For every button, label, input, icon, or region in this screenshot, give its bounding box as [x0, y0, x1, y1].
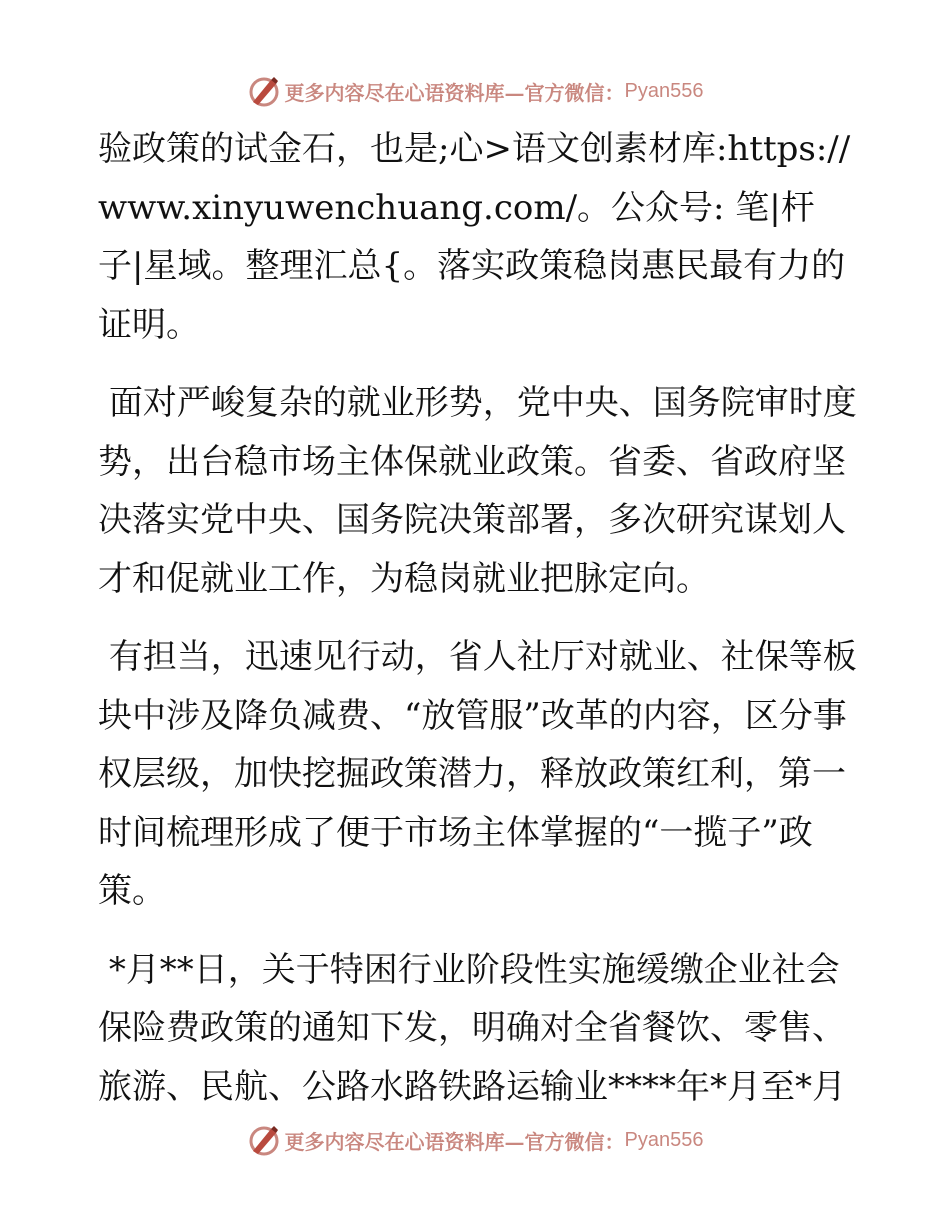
pen-circle-logo-icon — [247, 1123, 281, 1157]
paragraph: 有担当，迅速见行动，省人社厅对就业、社保等板块中涉及降负减费、“放管服”改革的内容，区分事权层级，加快挖掘政策潜力，释放政策红利，第一时间梳理形成了便于市场主体掌握的“一揽子”政策。 — [98, 637, 857, 911]
paragraph: *月**日，关于特困行业阶段性实施缓缴企业社会保险费政策的通知下发，明确对全省餐饮、零售、旅游、民航、公路水路铁路运输业****年*月至*月 — [98, 949, 846, 1107]
document-body — [98, 120, 858, 1136]
watermark-text: 更多内容尽在心语资料库—官方微信： — [284, 1129, 625, 1154]
paragraph: 验政策的试金石，也是;心>语文创素材库:https://www.xinyuwenchuang.com/。公众号: 笔|杆子|星域。整理汇总{。落实政策稳岗惠民最有力的证明。 — [98, 129, 851, 345]
watermark-wechat-id: Pyan556 — [624, 1128, 704, 1151]
pen-circle-logo-icon — [247, 74, 281, 108]
watermark-text: 更多内容尽在心语资料库—官方微信： — [284, 80, 625, 105]
paragraph: 面对严峻复杂的就业形势，党中央、国务院审时度势，出台稳市场主体保就业政策。省委、省政府坚决落实党中央、国务院决策部署，多次研究谋划人才和促就业工作，为稳岗就业把脉定向。 — [98, 383, 857, 599]
footer-watermark — [0, 1123, 950, 1157]
watermark-wechat-id: Pyan556 — [624, 79, 704, 102]
header-watermark — [0, 74, 950, 108]
